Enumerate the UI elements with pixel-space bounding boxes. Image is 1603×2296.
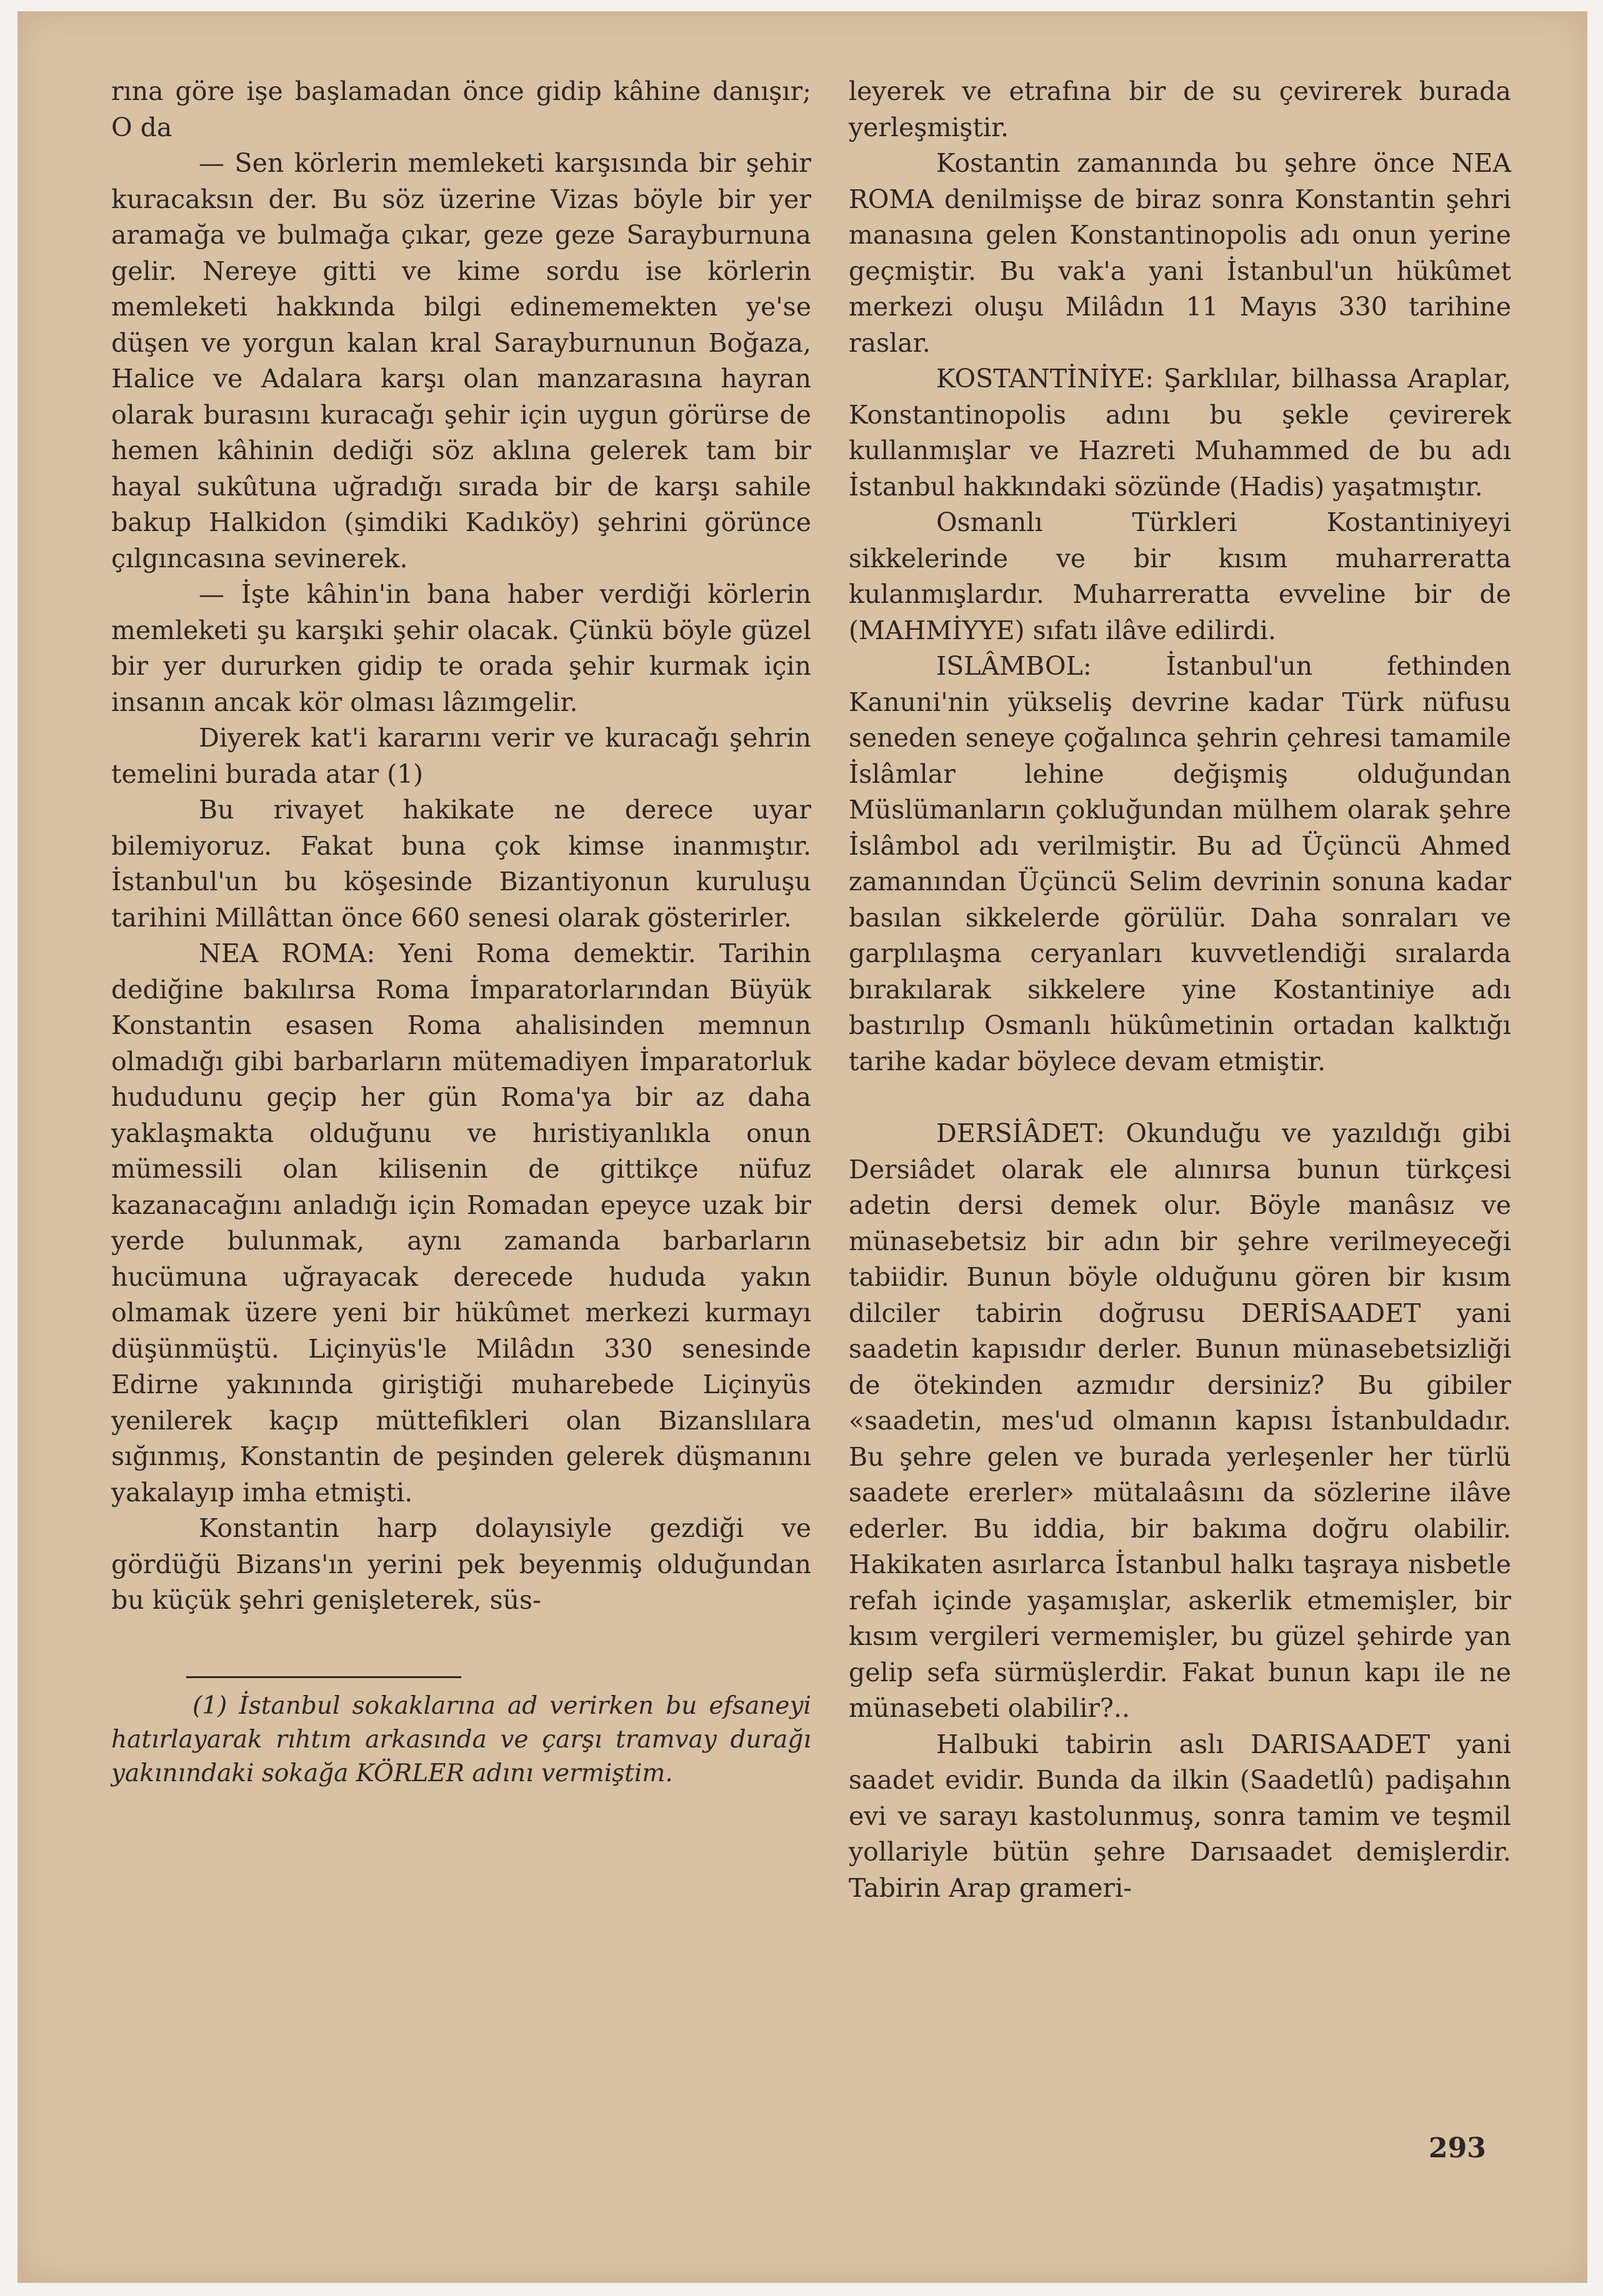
paragraph: rına göre işe başlamadan önce gidip kâhine danışır; O da (111, 76, 811, 142)
paragraph: Osmanlı Türkleri Kostantiniyeyi sikkelerinde ve bir kısım muharreratta kulanmışlardır. Muharreratta evveline bir de (MAHMİYYE) sıfatı ilâve edilirdi. (849, 507, 1511, 645)
paragraph: — İşte kâhin'in bana haber verdiği körlerin memleketi şu karşıki şehir olacak. Çünkü böyle güzel bir yer dururken gidip te orada şehir kurmak için insanın ancak kör olması lâzımgelir. (111, 579, 811, 717)
right-column (849, 74, 1511, 1906)
paragraph: Bu rivayet hakikate ne derece uyar bilemiyoruz. Fakat buna çok kimse inanmıştır. İstanbul'un bu köşesinde Bizantiyonun kuruluşu tarihini Millâttan önce 660 senesi olarak gösterirler. (111, 795, 811, 933)
paragraph: — Sen körlerin memleketi karşısında bir şehir kuracaksın der. Bu söz üzerine Vizas böyle bir yer aramağa ve bulmağa çıkar, geze geze Sarayburnuna gelir. Nereye gitti ve kime sordu ise körlerin memleketi hakkında bilgi edinememekten ye'se düşen ve yorgun kalan kral Sarayburnunun Boğaza, Halice ve Adalara karşı olan manzarasına hayran olarak burasını kuracağı şehir için uygun görürse de hemen kâhinin dediği söz aklına gelerek tam bir hayal sukûtuna uğradığı sırada bir de karşı sahile bakup Halkidon (şimdiki Kadıköy) şehrini görünce çılgıncasına sevinerek. (111, 148, 811, 574)
page-number: 293 (1429, 2132, 1486, 2164)
book-page (17, 11, 1587, 2283)
paragraph: Halbuki tabirin aslı DARISAADET yani saadet evidir. Bunda da ilkin (Saadetlû) padişahın evi ve sarayı kastolunmuş, sonra tamim ve teşmil yollariyle bütün şehre Darısaadet demişlerdir. Tabirin Arap grameri- (849, 1729, 1511, 1903)
paragraph: KOSTANTİNİYE: Şarklılar, bilhassa Araplar, Konstantinopolis adını bu şekle çevirerek kullanmışlar ve Hazreti Muhammed de bu adı İstanbul hakkındaki sözünde (Hadis) yaşatmıştır. (849, 364, 1511, 502)
footnote: (1) İstanbul sokaklarına ad verirken bu efsaneyi hatırlayarak rıhtım arkasında ve çarşı tramvay durağı yakınındaki sokağa KÖRLER adını vermiştim. (111, 1691, 811, 1787)
paragraph: leyerek ve etrafına bir de su çevirerek burada yerleşmiştir. (849, 76, 1511, 142)
paragraph: NEA ROMA: Yeni Roma demektir. Tarihin dediğine bakılırsa Roma İmparatorlarından Büyük Konstantin esasen Roma ahalisinden memnun olmadığı gibi barbarların mütemadiyen İmparatorluk hududunu geçip her gün Roma'ya bir az daha yaklaşmakta olduğunu ve hıristiyanlıkla onun mümessili olan kilisenin de gittikçe nüfuz kazanacağını anladığı için Romadan epeyce uzak bir yerde bulunmak, aynı zamanda barbarların hucümuna uğrayacak derecede hududa yakın olmamak üzere yeni bir hükûmet merkezi kurmayı düşünmüştü. Liçinyüs'le Milâdın 330 senesinde Edirne yakınında giriştiği muharebede Liçinyüs yenilerek kaçıp müttefikleri olan Bizanslılara sığınmış, Konstantin de peşinden gelerek düşmanını yakalayıp imha etmişti. (111, 938, 811, 1508)
paragraph: DERSİÂDET: Okunduğu ve yazıldığı gibi Dersiâdet olarak ele alınırsa bunun türkçesi adetin dersi demek olur. Böyle manâsız ve münasebetsiz bir adın bir şehre verilmeyeceği tabiidir. Bunun böyle olduğunu gören bir kısım dilciler tabirin doğrusu DERİSAADET yani saadetin kapısıdır derler. Bunun münasebetsizliği de ötekinden azmıdır dersiniz? Bu gibiler «saadetin, mes'ud olmanın kapısı İstanbuldadır. Bu şehre gelen ve burada yerleşenler her türlü saadete ererler» mütalaâsını da sözlerine ilâve ederler. Bu iddia, bir bakıma doğru olabilir. Hakikaten asırlarca İstanbul halkı taşraya nisbetle refah içinde yaşamışlar, askerlik etmemişler, bir kısım vergileri vermemişler, bu güzel şehirde yan gelip sefa sürmüşlerdir. Fakat bunun kapı ile ne münasebeti olabilir?.. (849, 1118, 1511, 1723)
paragraph: ISLÂMBOL: İstanbul'un fethinden Kanuni'nin yükseliş devrine kadar Türk nüfusu seneden seneye çoğalınca şehrin çehresi tamamile İslâmlar lehine değişmiş olduğundan Müslümanların çokluğundan mülhem olarak şehre İslâmbol adı verilmiştir. Bu ad Üçüncü Ahmed zamanından Üçüncü Selim devrinin sonuna kadar basılan sikkelerde görülür. Daha sonraları ve garplılaşma ceryanları kuvvetlendiği sıralarda bırakılarak sikkelere yine Kostantiniye adı bastırılıp Osmanlı hükûmetinin ortadan kalktığı tarihe kadar böylece devam etmiştir. (849, 651, 1511, 1076)
paragraph: Diyerek kat'i kararını verir ve kuracağı şehrin temelini burada atar (1) (111, 723, 811, 789)
paragraph: Konstantin harp dolayısiyle gezdiği ve gördüğü Bizans'ın yerini pek beyenmiş olduğundan bu küçük şehri genişleterek, süs- (111, 1513, 811, 1615)
paragraph: Kostantin zamanında bu şehre önce NEA ROMA denilmişse de biraz sonra Konstantin şehri manasına gelen Konstantinopolis adı onun yerine geçmiştir. Bu vak'a yani İstanbul'un hükûmet merkezi oluşu Milâdın 11 Mayıs 330 tarihine raslar. (849, 148, 1511, 358)
footnote-divider (186, 1676, 461, 1678)
left-column (111, 74, 811, 1791)
